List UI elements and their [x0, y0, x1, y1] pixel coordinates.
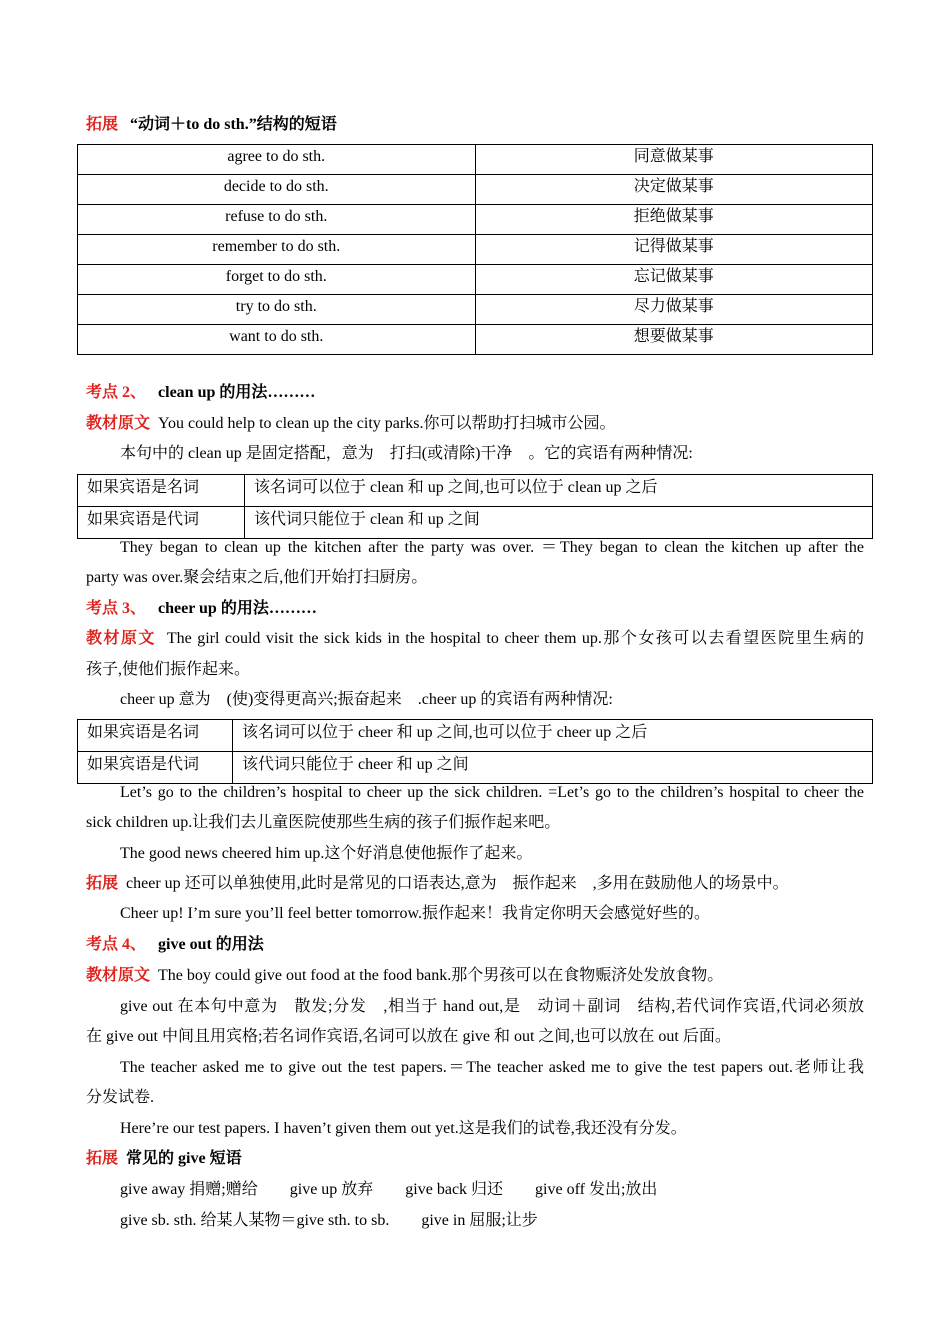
table-row [78, 325, 873, 355]
table-row [78, 295, 873, 325]
kp3-extension [86, 873, 789, 895]
table-row [78, 265, 873, 295]
kp4-extension-heading [86, 1148, 242, 1170]
table-row [78, 507, 873, 539]
phrase-english: refuse to do sth. [78, 205, 476, 235]
phrase-english: decide to do sth. [78, 175, 476, 205]
kp3-row2-value: 该代词只能位于 cheer 和 up 之间 [233, 752, 873, 784]
kp2-tag: 考点 2、 [86, 384, 147, 401]
kp4-title: give out 的用法 [158, 936, 264, 953]
phrase-chinese: 拒绝做某事 [475, 205, 873, 235]
table-row [78, 475, 873, 507]
table-row [78, 752, 873, 784]
kp3-example-1: Let’s go to the children’s hospital to cheer up the sick children. =Let’s go to the children’s hospital to cheer the [120, 784, 864, 801]
kp2-title: clean up 的用法……… [158, 384, 316, 401]
kp3-heading [86, 598, 317, 620]
phrase-english: want to do sth. [78, 325, 476, 355]
phrase-chinese: 忘记做某事 [475, 265, 873, 295]
kp4-extension-tag: 拓展 [86, 1150, 119, 1167]
phrase-english: forget to do sth. [78, 265, 476, 295]
kp3-extension-tag: 拓展 [86, 875, 119, 892]
kp3-title: cheer up 的用法……… [158, 600, 317, 617]
kp4-note-1: give out 在本句中意为 散发;分发 ,相当于 hand out,是 动词＋副词 结构,若代词作宾语,代词必须放 [120, 998, 864, 1015]
kp3-example-2: sick children up.让我们去儿童医院使那些生病的孩子们振作起来吧。 [86, 814, 561, 831]
kp3-source-text-1: The girl could visit the sick kids in the hospital to cheer them up.那个女孩可以去看望医院里生病的 [166, 630, 864, 647]
kp4-tag: 考点 4、 [86, 936, 147, 953]
phrase-chinese: 同意做某事 [475, 145, 873, 175]
kp4-source-text: The boy could give out food at the food bank.那个男孩可以在食物赈济处发放食物。 [158, 967, 724, 984]
kp4-note-2: 在 give out 中间且用宾格;若名词作宾语,名词可以放在 give 和 out 之间,也可以放在 out 后面。 [86, 1028, 731, 1045]
kp3-tag: 考点 3、 [86, 600, 147, 617]
kp4-example-3: Here’re our test papers. I haven’t given them out yet.这是我们的试卷,我还没有分发。 [120, 1120, 687, 1137]
kp2-row1-key: 如果宾语是名词 [78, 475, 245, 507]
kp3-source [86, 628, 864, 650]
give-phrases-line-2: give sb. sth. 给某人某物＝give sth. to sb. give in 屈服;让步 [120, 1212, 538, 1229]
kp3-row1-key: 如果宾语是名词 [78, 720, 233, 752]
extension-heading-1 [86, 114, 337, 136]
extension-tag: 拓展 [86, 116, 119, 133]
table-row [78, 175, 873, 205]
table-row [78, 720, 873, 752]
kp3-extension-text: cheer up 还可以单独使用,此时是常见的口语表达,意为 振作起来 ,多用在鼓励他人的场景中。 [126, 875, 789, 892]
phrase-chinese: 尽力做某事 [475, 295, 873, 325]
kp4-heading [86, 934, 264, 956]
kp4-extension-title: 常见的 give 短语 [126, 1150, 242, 1167]
phrase-chinese: 记得做某事 [475, 235, 873, 265]
phrase-english: agree to do sth. [78, 145, 476, 175]
kp2-row2-value: 该代词只能位于 clean 和 up 之间 [245, 507, 873, 539]
kp3-example-3: The good news cheered him up.这个好消息使他振作了起来。 [120, 845, 533, 862]
kp2-example-1: They began to clean up the kitchen after the party was over. ＝They began to clean the kitchen up after the [120, 539, 864, 556]
kp3-note: cheer up 意为 (使)变得更高兴;振奋起来 .cheer up 的宾语有两种情况: [120, 691, 613, 708]
phrase-chinese: 想要做某事 [475, 325, 873, 355]
kp4-example-2: 分发试卷. [86, 1089, 155, 1106]
kp2-example-2: party was over.聚会结束之后,他们开始打扫厨房。 [86, 569, 428, 586]
kp3-row2-key: 如果宾语是代词 [78, 752, 233, 784]
kp2-note: 本句中的 clean up 是固定搭配，意为 打扫(或清除)干净 。它的宾语有两种情况: [120, 445, 693, 462]
phrase-table [77, 144, 873, 355]
kp3-row1-value: 该名词可以位于 cheer 和 up 之间,也可以位于 cheer up 之后 [233, 720, 873, 752]
kp2-source [86, 413, 615, 435]
phrase-english: remember to do sth. [78, 235, 476, 265]
kp3-source-text-2: 孩子,使他们振作起来。 [86, 661, 251, 678]
kp3-table [77, 719, 873, 784]
kp2-row2-key: 如果宾语是代词 [78, 507, 245, 539]
kp4-example-1: The teacher asked me to give out the test papers.＝The teacher asked me to give the test papers out.老师让我 [120, 1059, 864, 1076]
extension-title: “动词＋to do sth.”结构的短语 [130, 116, 337, 133]
kp3-source-tag: 教材原文 [86, 630, 156, 647]
phrase-chinese: 决定做某事 [475, 175, 873, 205]
table-row [78, 205, 873, 235]
kp3-extension-example: Cheer up! I’m sure you’ll feel better tomorrow.振作起来！我肯定你明天会感觉好些的。 [120, 905, 710, 922]
table-row [78, 235, 873, 265]
give-phrases-line-1: give away 捐赠;赠给 give up 放弃 give back 归还 give off 发出;放出 [120, 1181, 658, 1198]
phrase-english: try to do sth. [78, 295, 476, 325]
kp4-source [86, 965, 723, 987]
kp2-heading [86, 382, 315, 404]
kp2-source-text: You could help to clean up the city parks.你可以帮助打扫城市公园。 [158, 415, 616, 432]
kp2-row1-value: 该名词可以位于 clean 和 up 之间,也可以位于 clean up 之后 [245, 475, 873, 507]
kp2-source-tag: 教材原文 [86, 415, 151, 432]
kp4-source-tag: 教材原文 [86, 967, 151, 984]
kp2-table [77, 474, 873, 539]
table-row [78, 145, 873, 175]
